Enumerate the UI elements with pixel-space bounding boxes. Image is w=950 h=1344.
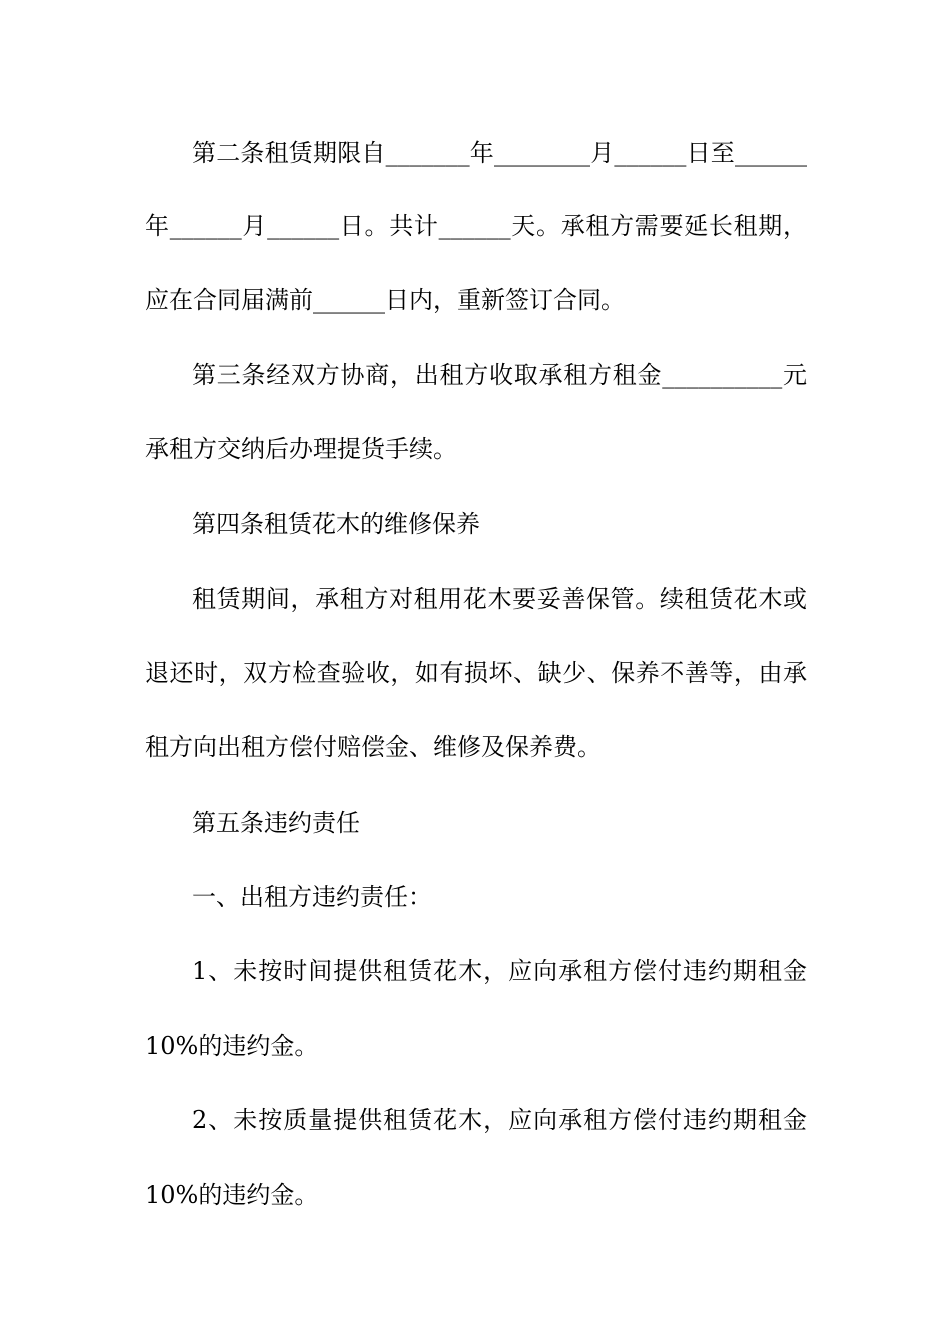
clause-4-line-1: 租赁期间，承租方对租用花木要妥善保管。续租赁花木或 (192, 585, 807, 613)
clause-3-line-1: 第三条经双方协商，出租方收取承租方租金__________元 (192, 361, 807, 389)
clause-4-heading: 第四条租赁花木的维修保养 (192, 510, 480, 538)
lessor-breach-heading: 一、出租方违约责任： (192, 883, 432, 911)
breach-item-1-line-1: 1、未按时间提供租赁花木，应向承租方偿付违约期租金 (192, 957, 807, 985)
breach-item-2-line-1: 2、未按质量提供租赁花木，应向承租方偿付违约期租金 (192, 1106, 807, 1134)
clause-5-heading: 第五条违约责任 (192, 809, 360, 837)
breach-item-1-line-2: 10%的违约金。 (145, 1032, 319, 1060)
clause-2-line-2: 年______月______日。共计______天。承租方需要延长租期， (145, 212, 807, 240)
clause-2-line-1: 第二条租赁期限自_______年________月______日至______ (192, 139, 807, 167)
clause-2-line-3: 应在合同届满前______日内，重新签订合同。 (145, 286, 625, 314)
clause-3-line-2: 承租方交纳后办理提货手续。 (145, 435, 457, 463)
clause-4-line-3: 租方向出租方偿付赔偿金、维修及保养费。 (145, 733, 601, 761)
clause-4-line-2: 退还时，双方检查验收，如有损坏、缺少、保养不善等，由承 (145, 659, 807, 687)
breach-item-2-line-2: 10%的违约金。 (145, 1181, 319, 1209)
